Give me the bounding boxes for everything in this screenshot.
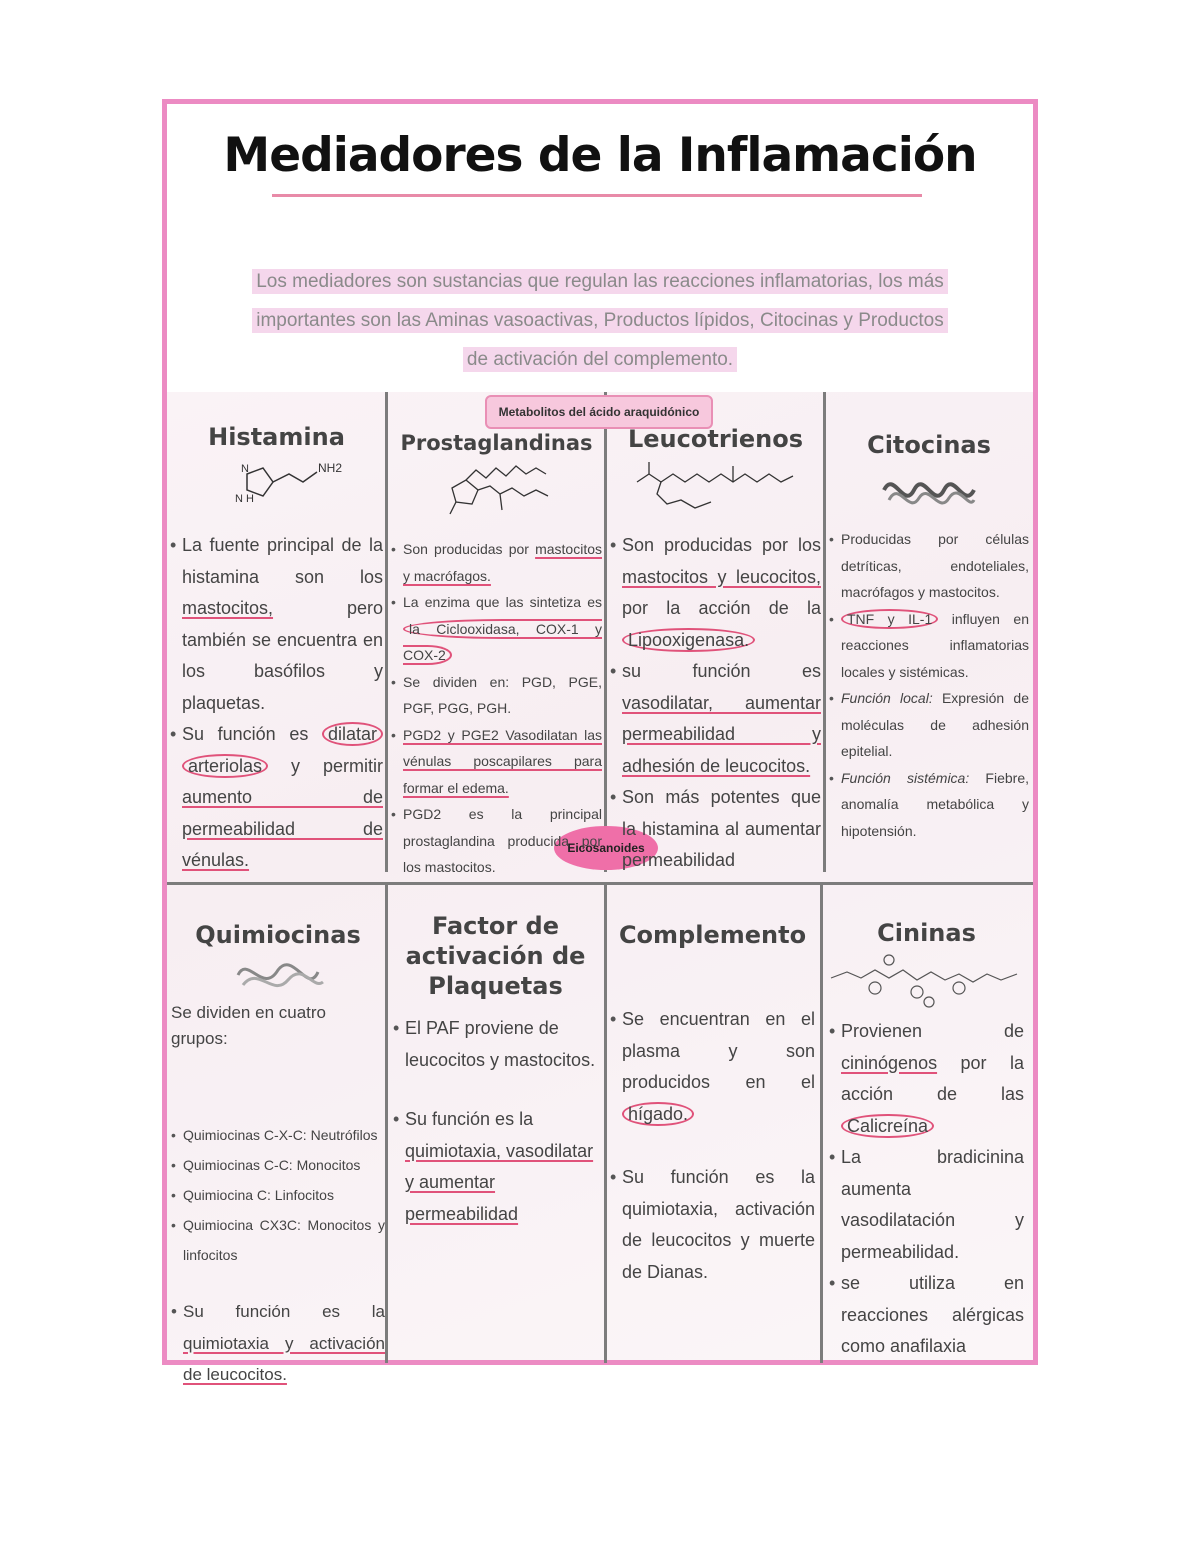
histamine-nh: N H <box>234 493 254 505</box>
citocinas-item-4: • Función sistémica: Fiebre, anomalía metabólica y hipotensión. <box>829 765 1029 845</box>
paf-item-2: • Su función es la quimiotaxia, vasodilatar y aumentar permeabilidad <box>393 1104 598 1230</box>
quimiocinas-function: • Su función es la quimiotaxia y activación de leucocitos. <box>171 1296 385 1391</box>
paf-cell <box>393 911 598 1230</box>
infographic-frame <box>162 99 1038 1384</box>
complemento-item-2: • Su función es la quimiotaxia, activación de leucocitos y muerte de Dianas. <box>610 1162 815 1288</box>
histamina-title: Histamina <box>208 423 345 451</box>
intro-text <box>247 262 953 379</box>
prostaglandinas-item-3: • Se dividen en: PGD, PGE, PGF, PGG, PGH. <box>391 669 602 722</box>
prostaglandinas-item-1: • Son producidas por mastocitos y macrófagos. <box>391 536 602 589</box>
prostaglandinas-item-5: • PGD2 es la principal prostaglandina producida por los mastocitos. <box>391 801 602 881</box>
paf-title: Factor de activación de Plaquetas <box>405 912 586 1000</box>
complemento-title: Complemento <box>618 921 807 949</box>
quimiocinas-group-2: • Quimiocinas C-C: Monocitos <box>171 1150 385 1180</box>
cininas-item-1: • Provienen de cininógenos por la acción de las Calicreína <box>829 1016 1024 1142</box>
quimiocinas-lead: Se dividen en cuatro grupos: <box>171 1003 326 1048</box>
metabolitos-label: Metabolitos del ácido araquidónico <box>485 395 713 429</box>
quimiocinas-title: Quimiocinas <box>195 921 361 949</box>
citocinas-item-1: • Producidas por células detríticas, endoteliales, macrófagos y mastocitos. <box>829 526 1029 606</box>
citocinas-cell <box>829 430 1029 844</box>
page-title: Mediadores de la Inflamación <box>223 128 977 183</box>
bradykinin-structure-icon <box>829 948 1029 1008</box>
histamina-item-1: • La fuente principal de la histamina son los mastocitos, pero también se encuentra en los basófilos y plaquetas. <box>170 530 383 719</box>
prostaglandinas-title: Prostaglandinas <box>400 431 593 455</box>
prostaglandinas-cell <box>391 428 602 881</box>
divider-5 <box>604 885 607 1363</box>
histamine-n: N <box>240 463 249 475</box>
citocinas-item-2: • TNF y IL-1 influyen en reacciones inflamatorias locales y sistémicas. <box>829 606 1029 686</box>
quimiocinas-cell <box>171 920 385 1391</box>
quimiocinas-group-3: • Quimiocina C: Linfocitos <box>171 1180 385 1210</box>
leucotrienos-item-2: • su función es vasodilatar, aumentar permeabilidad y adhesión de leucocitos. <box>610 656 821 782</box>
paf-item-1: • El PAF proviene de leucocitos y mastocitos. <box>393 1013 598 1076</box>
cininas-title: Cininas <box>877 919 976 947</box>
divider-1 <box>385 392 388 872</box>
leukotriene-structure-icon <box>631 454 801 524</box>
leucotrienos-item-1: • Son producidas por los mastocitos y leucocitos, por la acción de la Lipooxigenasa. <box>610 530 821 656</box>
row-divider <box>167 882 1033 885</box>
prostaglandinas-item-4: • PGD2 y PGE2 Vasodilatan las vénulas poscapilares para formar el edema. <box>391 722 602 802</box>
leucotrienos-cell <box>610 424 821 877</box>
quimiocinas-group-4: • Quimiocina CX3C: Monocitos y linfocitos <box>171 1210 385 1270</box>
complemento-item-1: • Se encuentran en el plasma y son producidos en el hígado. <box>610 1004 815 1130</box>
quimiocinas-group-1: • Quimiocinas C-X-C: Neutrófilos <box>171 1120 385 1150</box>
cininas-item-2: • La bradicinina aumenta vasodilatación y permeabilidad. <box>829 1142 1024 1268</box>
histamine-nh2: NH2 <box>317 461 342 475</box>
cininas-cell <box>829 918 1024 1363</box>
cytokine-protein-icon <box>874 460 984 520</box>
divider-3 <box>823 392 826 872</box>
eicosanoides-label: Eicosanoides <box>554 826 658 870</box>
title-underline <box>272 194 922 197</box>
leucotrienos-title: Leucotrienos <box>627 425 804 453</box>
citocinas-item-3: • Función local: Expresión de moléculas de adhesión epitelial. <box>829 685 1029 765</box>
histamina-cell <box>170 422 383 877</box>
complemento-cell <box>610 920 815 1288</box>
divider-6 <box>820 885 823 1363</box>
chemokine-protein-icon <box>223 950 333 1000</box>
histamina-item-2: • Su función es dilatar arteriolas y permitir aumento de permeabilidad de vénulas. <box>170 719 383 877</box>
prostaglandin-structure-icon <box>432 458 562 528</box>
intro-highlight: Los mediadores son sustancias que regulan las reacciones inflamatorias, los más importantes son las Aminas vasoactivas, Productos lípidos, Citocinas y Productos de activación del complemento. <box>252 269 948 372</box>
divider-4 <box>385 885 388 1363</box>
leucotrienos-item-3: • Son más potentes que la histamina al aumentar permeabilidad <box>610 782 821 877</box>
cininas-item-3: • se utiliza en reacciones alérgicas como anafilaxia <box>829 1268 1024 1363</box>
prostaglandinas-item-2: • La enzima que las sintetiza es la Ciclooxidasa, COX-1 y COX-2 <box>391 589 602 669</box>
divider-2 <box>604 392 607 872</box>
citocinas-title: Citocinas <box>867 431 991 459</box>
histamine-structure-icon <box>217 452 342 522</box>
